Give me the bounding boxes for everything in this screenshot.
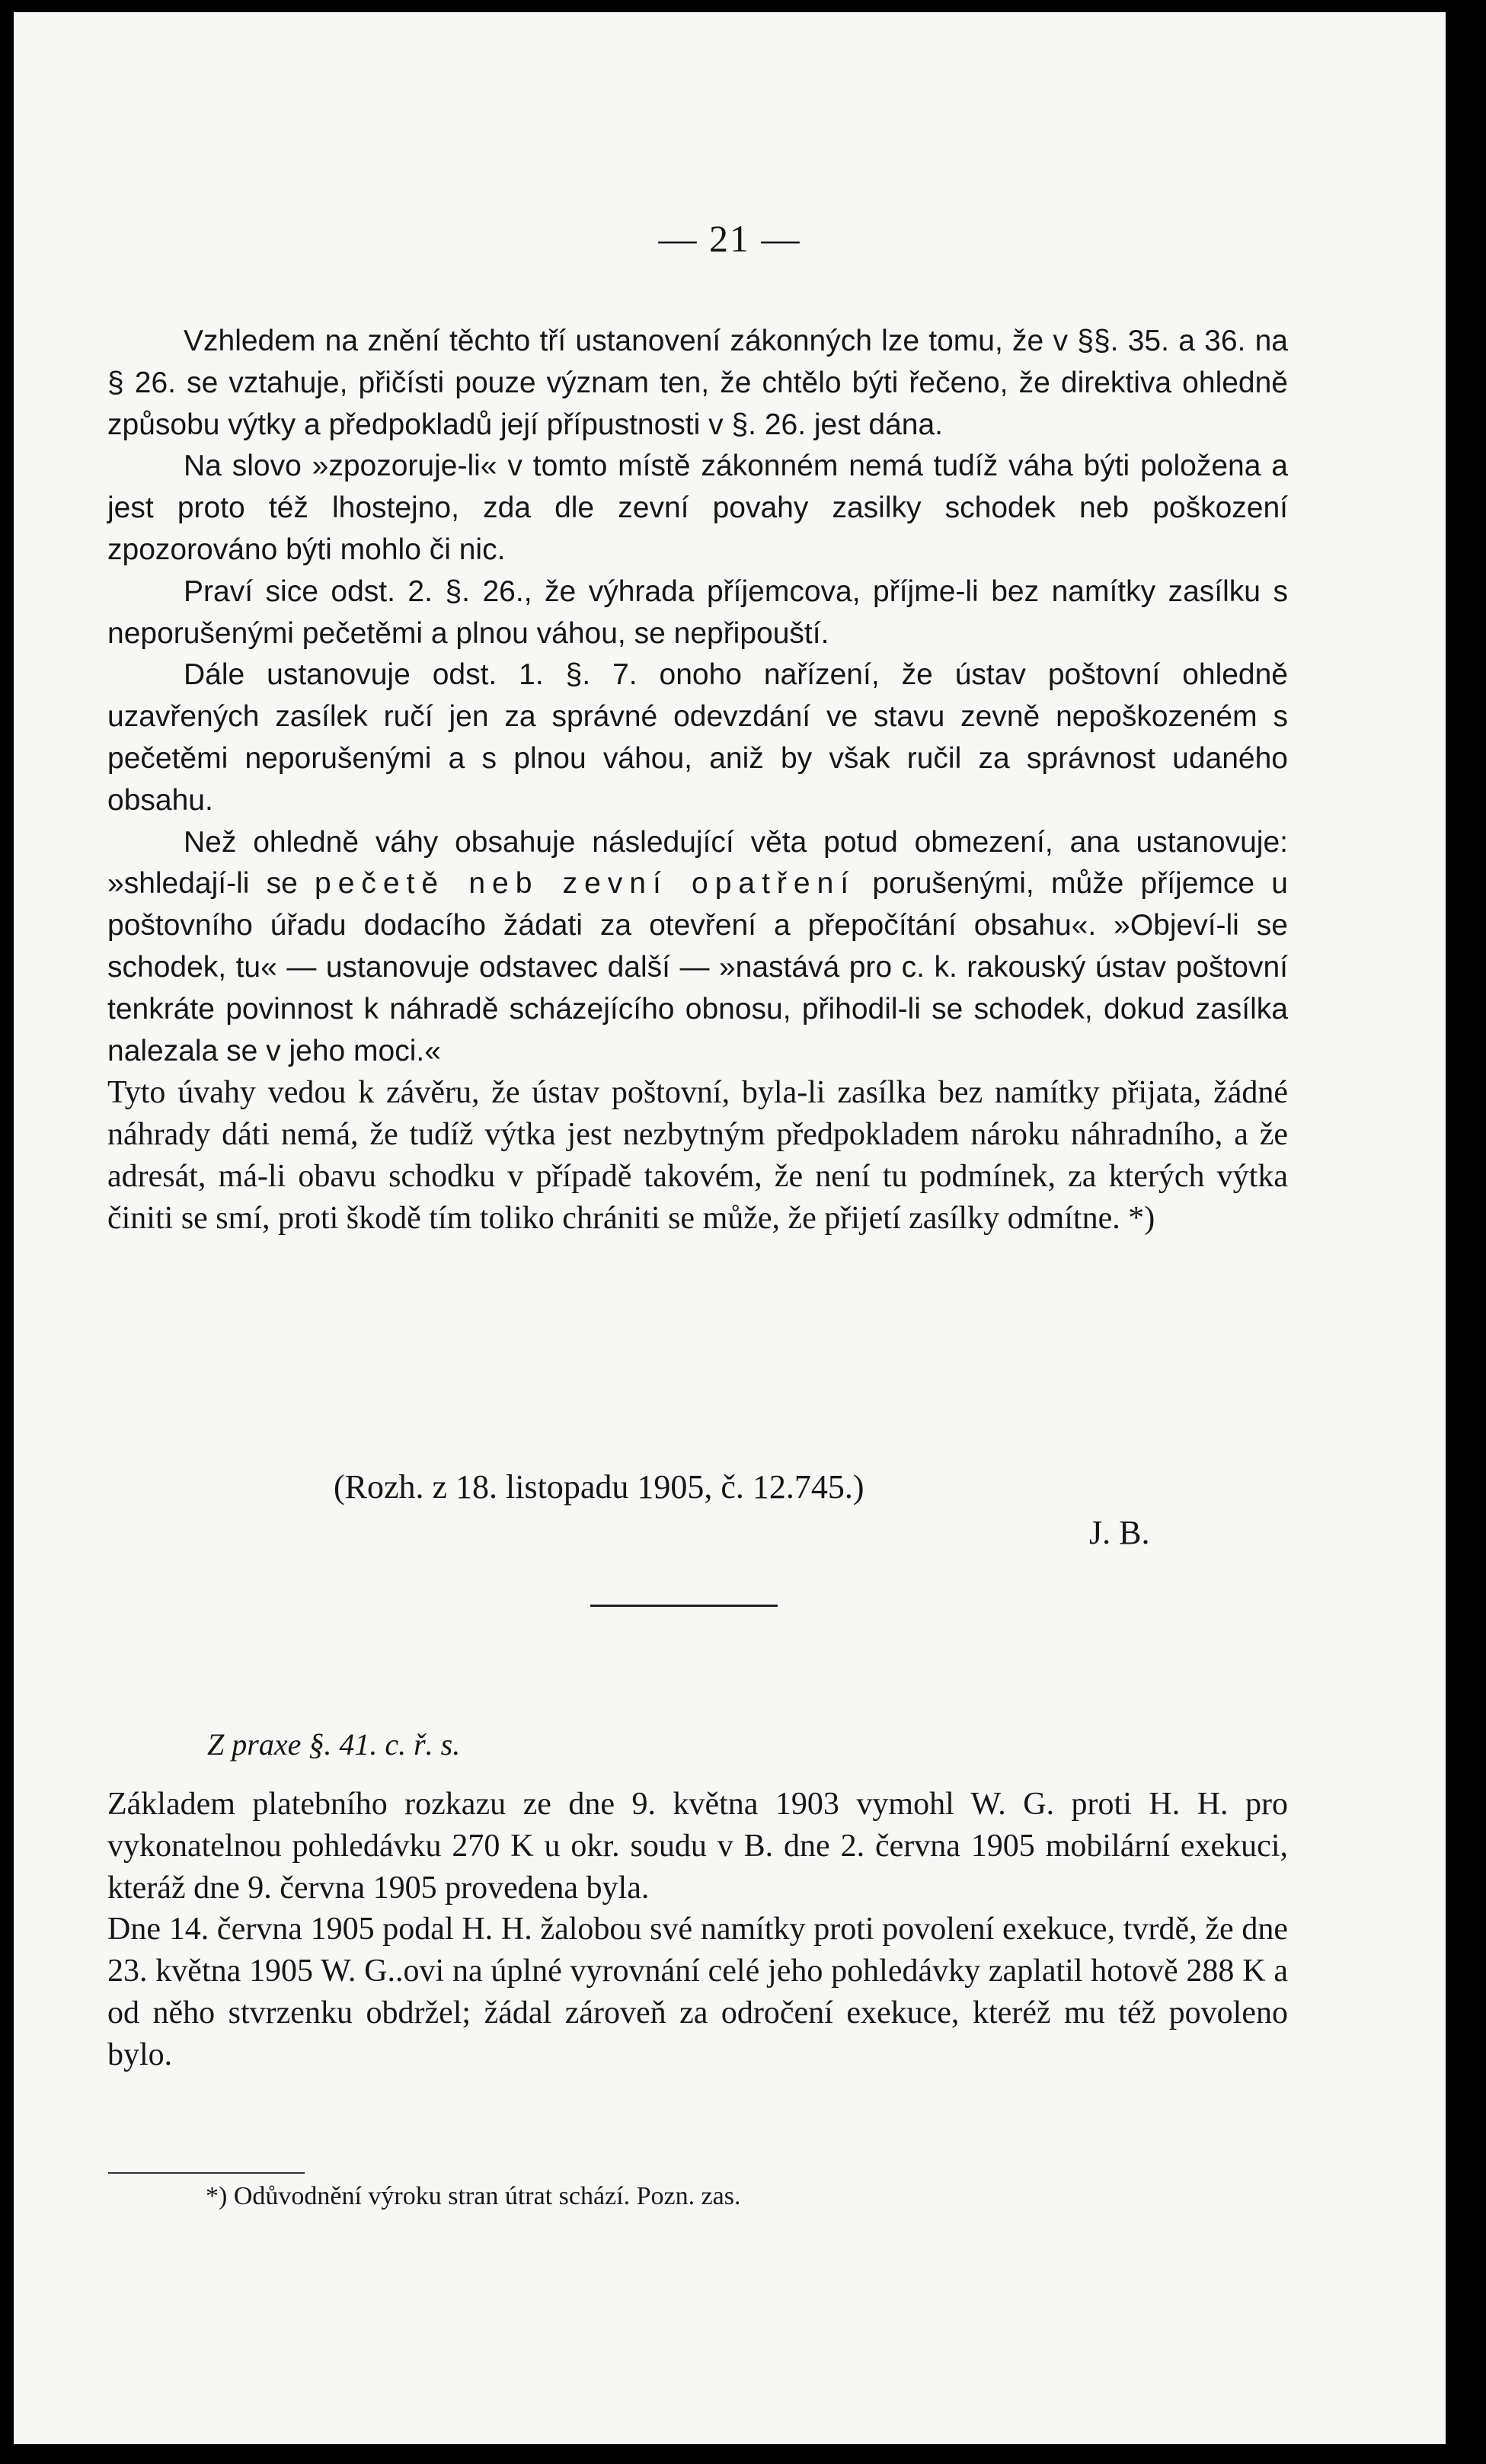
paragraph-text: Vzhledem na znění těchto tří ustanovení zákonných lze tomu, že v §§. 35. a 36. na § 26. se vztahuje, přičísti pouze význam ten, že chtělo býti řečeno, že direktiva ohledně způsobu výtky a předpokladů její přípustnosti v §. 26. jest dána. — [107, 325, 1288, 441]
paragraph-7 — [107, 1784, 1288, 1909]
page-number: — 21 — — [658, 217, 801, 260]
paragraph-6 — [107, 1072, 1288, 1239]
paragraph-text: Základem platebního rozkazu ze dne 9. května 1903 vymohl W. G. proti H. H. pro vykonatelnou pohledávku 270 K u okr. soudu v B. dne 2. června 1905 mobilární exekuci, kteráž dne 9. června 1905 provedena byla. — [107, 1787, 1288, 1906]
footnote-rule — [108, 2172, 305, 2174]
body-text-block-1 — [107, 321, 1288, 1240]
paragraph-4 — [107, 654, 1288, 821]
paragraph-text: porušenými, může příjemce u poštovního úřadu dodacího žádati za otevření a přepočítání obsahu«. »Objeví-li se schodek, tu« — ustanovuje odstavec další — »nastává pro c. k. rakouský ústav poštovní tenkráte povinnost k náhradě scházejícího obnosu, přihodil-li se schodek, dokud zasílka nalezala se v jeho moci.« — [107, 867, 1288, 1067]
paragraph-8 — [107, 1909, 1288, 2075]
decision-reference: (Rozh. z 18. listopadu 1905, č. 12.745.) — [334, 1468, 864, 1506]
paragraph-5 — [107, 822, 1288, 1073]
book-page — [14, 12, 1446, 2444]
paragraph-text: Dále ustanovuje odst. 1. §. 7. onoho nařízení, že ústav poštovní ohledně uzavřených zasílek ručí jen za správné odevzdání ve stavu zevně nepoškozeném s pečetěmi neporušenými a s plnou váhou, aniž by však ručil za správnost udaného obsahu. — [107, 658, 1288, 817]
paragraph-text: Než ohledně váhy obsahuje následující věta potud obmezení, ana ustanovuje: »shledají-li se — [107, 825, 1288, 901]
paragraph-text: Dne 14. června 1905 podal H. H. žalobou své namítky proti povolení exekuce, tvrdě, že dne 23. května 1905 W. G..ovi na úplné vyrovnání celé jeho pohledávky zaplatil hotově 288 K a od něho stvrzenku obdržel; žádal zároveň za odročení exekuce, kteréž mu též povoleno bylo. — [107, 1912, 1288, 2072]
footnote: *) Odůvodnění výroku stran útrat schází. Pozn. zas. — [206, 2182, 741, 2210]
paragraph-text: Praví sice odst. 2. §. 26., že výhrada příjemcova, příjme-li bez namítky zasílku s neporušenými pečetěmi a plnou váhou, se nepřipouští. — [107, 574, 1288, 650]
author-initials: J. B. — [1089, 1514, 1150, 1551]
paragraph-text: Tyto úvahy vedou k závěru, že ústav poštovní, byla-li zasílka bez namítky přijata, žádné náhrady dáti nemá, že tudíž výtka jest nezbytným předpokladem nároku náhradního, a že adresát, má-li obavu schodku v případě takovém, že není tu podmínek, za kterých výtka činiti se smí, proti škodě tím toliko chrániti se může, že přijetí zasílky odmítne. *) — [107, 1075, 1288, 1236]
section-divider — [590, 1605, 778, 1607]
paragraph-3 — [107, 571, 1288, 655]
body-text-block-2 — [107, 1784, 1288, 2076]
paragraph-text: Na slovo »zpozoruje-li« v tomto místě zákonném nemá tudíž váha býti položena a jest proto též lhostejno, zda dle zevní povahy zasilky schodek neb poškození zpozorováno býti mohlo či nic. — [107, 450, 1288, 566]
spaced-emphasis: pečetě neb zevní opatření — [315, 867, 856, 901]
section-title: Z praxe §. 41. c. ř. s. — [207, 1727, 461, 1762]
paragraph-1 — [107, 321, 1288, 446]
paragraph-2 — [107, 446, 1288, 571]
